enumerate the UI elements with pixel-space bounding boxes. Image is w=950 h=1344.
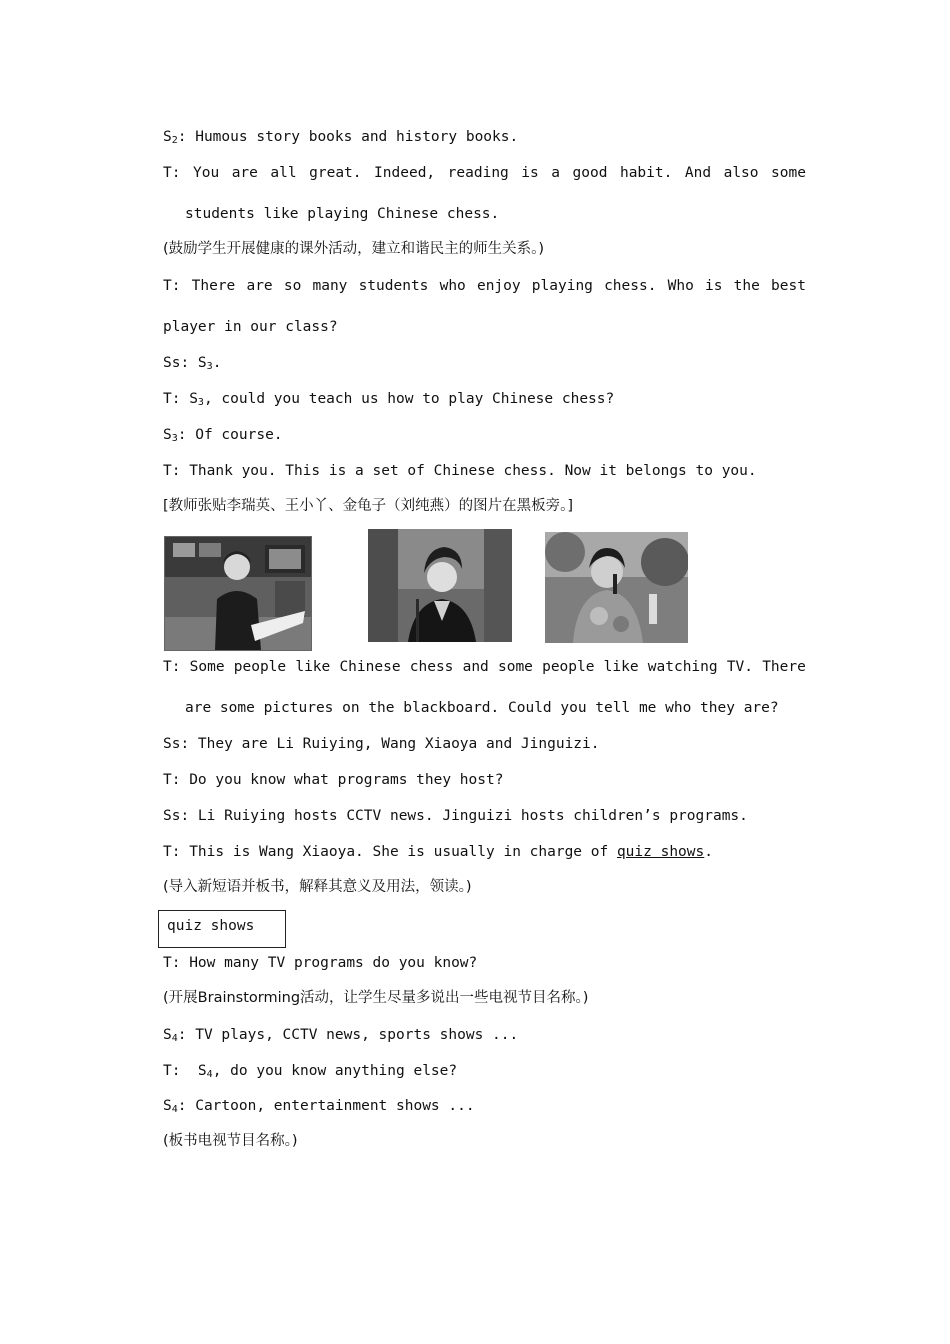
line-text: : Humous story books and history books.	[177, 129, 519, 145]
word: Chinese	[339, 659, 401, 675]
blackboard-phrase-box	[158, 910, 286, 948]
line-text: .	[212, 355, 222, 371]
word: best	[771, 278, 806, 294]
word: all	[270, 165, 297, 181]
word: chess.	[604, 278, 657, 294]
word: good	[572, 165, 608, 181]
speaker-subscript: 3	[206, 361, 213, 372]
dialogue-line: T: How many TV programs do you know?	[163, 955, 478, 971]
word: watching	[647, 659, 718, 675]
dialogue-line	[163, 354, 221, 372]
dialogue-line	[163, 1062, 457, 1080]
word: people	[233, 659, 287, 675]
dialogue-line-continued: player in our class?	[163, 319, 338, 335]
word: T:	[163, 165, 181, 181]
word: is	[521, 165, 539, 181]
li-ruiying-photo	[164, 536, 312, 651]
word: is	[705, 278, 723, 294]
new-phrase: quiz shows	[616, 844, 705, 860]
line-text: , could you teach us how to play Chinese chess?	[203, 391, 615, 407]
speaker-subscript: 4	[171, 1104, 178, 1115]
word: You	[192, 165, 220, 181]
dialogue-line	[163, 843, 713, 861]
word: who	[439, 278, 466, 294]
word: There	[762, 659, 806, 675]
speaker: S	[163, 129, 172, 145]
blackboard-phrase: quiz shows	[167, 918, 255, 934]
speaker: S	[163, 427, 172, 443]
dialogue-line-justified	[163, 277, 806, 295]
word: chess	[409, 659, 454, 675]
word: There	[191, 278, 236, 294]
word: And	[684, 165, 712, 181]
word: TV.	[726, 659, 754, 675]
dialogue-line	[163, 390, 614, 408]
word: T:	[163, 278, 181, 294]
dialogue-line	[163, 128, 518, 146]
dialogue-line: T: Do you know what programs they host?	[163, 772, 504, 788]
teaching-note: [教师张贴李瑞英、王小丫、金龟子（刘纯燕）的图片在黑板旁。]	[163, 498, 574, 514]
dialogue-line	[163, 1097, 475, 1115]
word: are	[246, 278, 273, 294]
speaker: S	[163, 1027, 172, 1043]
word: some	[497, 659, 533, 675]
word: so	[283, 278, 302, 294]
line-text: T: S	[163, 1063, 207, 1079]
dialogue-line: T: Thank you. This is a set of Chinese chess. Now it belongs to you.	[163, 463, 757, 479]
speaker-subscript: 3	[171, 433, 178, 444]
word: are	[231, 165, 258, 181]
word: reading	[447, 165, 509, 181]
dialogue-line: Ss: Li Ruiying hosts CCTV news. Jinguizi hosts children’s programs.	[163, 808, 748, 824]
line-text: T: This is Wang Xiaoya. She is usually in charge of	[163, 844, 617, 860]
teaching-note: (鼓励学生开展健康的课外活动，建立和谐民主的师生关系。)	[163, 241, 545, 257]
speaker-subscript: 4	[206, 1069, 213, 1080]
wang-xiaoya-photo	[368, 529, 512, 642]
dialogue-line	[163, 1026, 518, 1044]
speaker-subscript: 4	[171, 1033, 178, 1044]
teaching-note: (板书电视节目名称。)	[163, 1133, 298, 1149]
line-text: .	[704, 844, 713, 860]
word: the	[733, 278, 760, 294]
dialogue-line-justified	[163, 164, 806, 182]
teaching-note: (开展Brainstorming活动，让学生尽量多说出一些电视节目名称。)	[163, 990, 589, 1006]
line-text: : Cartoon, entertainment shows ...	[177, 1098, 475, 1114]
dialogue-line-continued: are some pictures on the blackboard. Could you tell me who they are?	[185, 700, 779, 716]
line-text: Ss: S	[163, 355, 207, 371]
word: and	[462, 659, 489, 675]
word: enjoy	[476, 278, 521, 294]
word: a	[551, 165, 561, 181]
jinguizi-photo	[545, 532, 688, 643]
word: many	[312, 278, 348, 294]
word: great.	[309, 165, 362, 181]
line-text: : Of course.	[177, 427, 283, 443]
word: students	[358, 278, 429, 294]
dialogue-line	[163, 426, 283, 444]
line-text: : TV plays, CCTV news, sports shows ...	[177, 1027, 519, 1043]
word: Some	[189, 659, 225, 675]
dialogue-line-continued: students like playing Chinese chess.	[185, 206, 500, 222]
line-text: T: S	[163, 391, 198, 407]
word: T:	[163, 659, 181, 675]
word: some	[771, 165, 806, 181]
line-text: , do you know anything else?	[212, 1063, 458, 1079]
word: people	[542, 659, 595, 675]
word: like	[603, 659, 639, 675]
word: also	[723, 165, 759, 181]
speaker-subscript: 3	[197, 397, 204, 408]
dialogue-line: Ss: They are Li Ruiying, Wang Xiaoya and Jinguizi.	[163, 736, 600, 752]
speaker-subscript: 2	[171, 135, 178, 146]
word: playing	[531, 278, 593, 294]
word: habit.	[619, 165, 673, 181]
word: like	[295, 659, 331, 675]
word: Indeed,	[374, 165, 436, 181]
dialogue-line-justified	[163, 658, 806, 676]
teaching-note: (导入新短语并板书，解释其意义及用法，领读。)	[163, 879, 472, 895]
word: Who	[667, 278, 694, 294]
speaker: S	[163, 1098, 172, 1114]
